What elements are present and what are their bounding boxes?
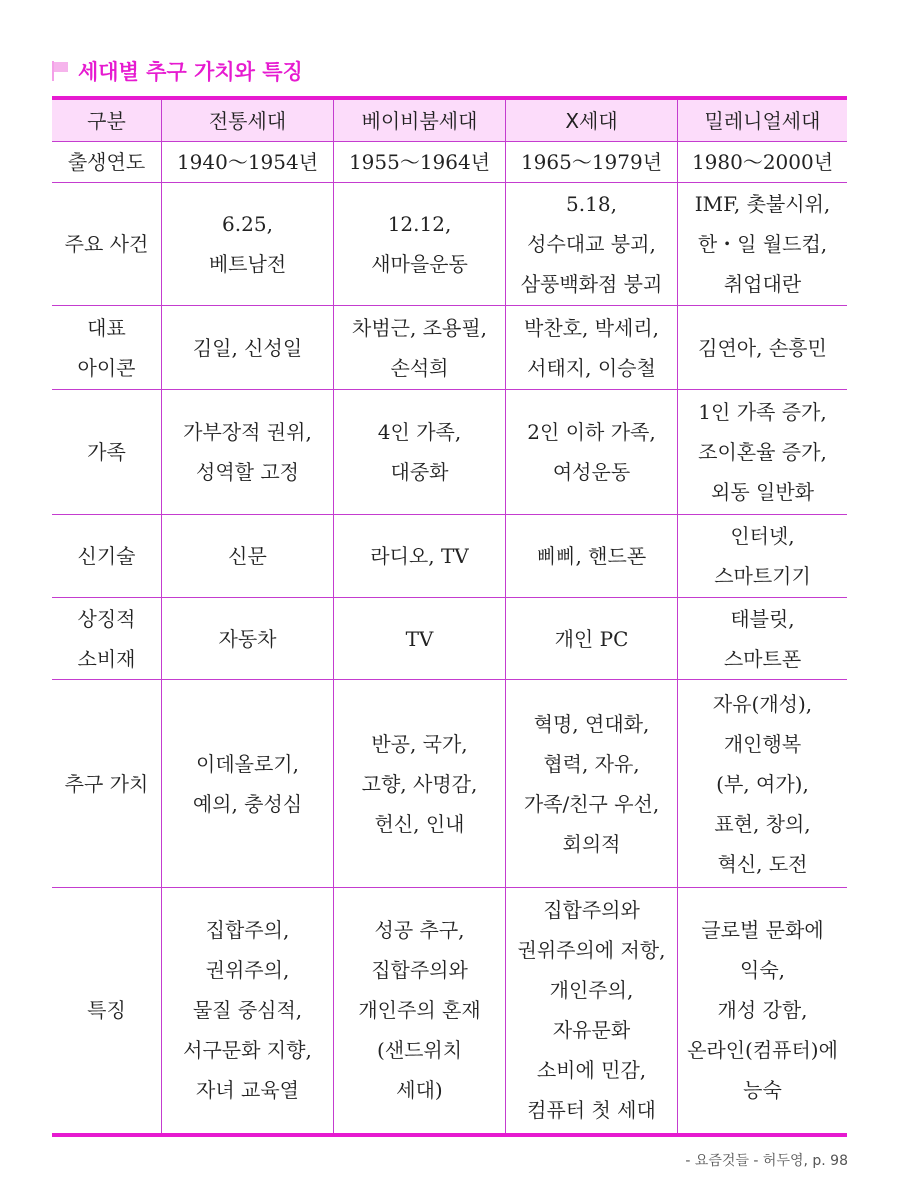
table-cell: 5.18, 성수대교 붕괴, 삼풍백화점 붕괴 xyxy=(506,183,678,306)
generation-table xyxy=(52,96,847,1137)
table-cell: 김연아, 손흥민 xyxy=(678,306,848,390)
row-label: 대표 아이콘 xyxy=(52,306,162,390)
row-label: 신기술 xyxy=(52,515,162,598)
row-label: 출생연도 xyxy=(52,142,162,183)
table-row xyxy=(52,183,847,306)
section-title xyxy=(52,56,303,86)
table-cell: 자동차 xyxy=(162,598,334,680)
table-cell: 인터넷, 스마트기기 xyxy=(678,515,848,598)
header-cell: 구분 xyxy=(52,98,162,142)
row-label: 특징 xyxy=(52,888,162,1135)
header-cell: X세대 xyxy=(506,98,678,142)
table-row xyxy=(52,598,847,680)
table-cell: 삐삐, 핸드폰 xyxy=(506,515,678,598)
table-cell: 4인 가족, 대중화 xyxy=(334,390,506,515)
flag-icon xyxy=(52,61,70,81)
table-cell: TV xyxy=(334,598,506,680)
table-cell: 집합주의, 권위주의, 물질 중심적, 서구문화 지향, 자녀 교육열 xyxy=(162,888,334,1135)
header-cell: 전통세대 xyxy=(162,98,334,142)
source-citation: - 요즘것들 - 허두영, p. 98 xyxy=(685,1153,848,1169)
header-cell: 베이비붐세대 xyxy=(334,98,506,142)
row-label: 상징적 소비재 xyxy=(52,598,162,680)
table-row xyxy=(52,888,847,1135)
table-cell: 1955～1964년 xyxy=(334,142,506,183)
table-cell: 집합주의와 권위주의에 저항, 개인주의, 자유문화 소비에 민감, 컴퓨터 첫 세대 xyxy=(506,888,678,1135)
row-label: 가족 xyxy=(52,390,162,515)
table-row xyxy=(52,142,847,183)
table-row xyxy=(52,680,847,888)
title-text: 세대별 추구 가치와 특징 xyxy=(78,60,303,84)
table-cell: 성공 추구, 집합주의와 개인주의 혼재 (샌드위치 세대) xyxy=(334,888,506,1135)
table-cell: 12.12, 새마을운동 xyxy=(334,183,506,306)
table-cell: 1인 가족 증가, 조이혼율 증가, 외동 일반화 xyxy=(678,390,848,515)
table-cell: 글로벌 문화에 익숙, 개성 강함, 온라인(컴퓨터)에 능숙 xyxy=(678,888,848,1135)
row-label: 추구 가치 xyxy=(52,680,162,888)
table-row xyxy=(52,306,847,390)
table-cell: 개인 PC xyxy=(506,598,678,680)
table-cell: 차범근, 조용필, 손석희 xyxy=(334,306,506,390)
table-cell: 2인 이하 가족, 여성운동 xyxy=(506,390,678,515)
table-cell: 가부장적 권위, 성역할 고정 xyxy=(162,390,334,515)
table-cell: 6.25, 베트남전 xyxy=(162,183,334,306)
table-row xyxy=(52,515,847,598)
header-row xyxy=(52,98,847,142)
table-cell: 태블릿, 스마트폰 xyxy=(678,598,848,680)
table-cell: 이데올로기, 예의, 충성심 xyxy=(162,680,334,888)
table-cell: 1965～1979년 xyxy=(506,142,678,183)
table-cell: 라디오, TV xyxy=(334,515,506,598)
header-cell: 밀레니얼세대 xyxy=(678,98,848,142)
row-label: 주요 사건 xyxy=(52,183,162,306)
table-cell: 반공, 국가, 고향, 사명감, 헌신, 인내 xyxy=(334,680,506,888)
table-cell: IMF, 촛불시위, 한・일 월드컵, 취업대란 xyxy=(678,183,848,306)
table-cell: 자유(개성), 개인행복 (부, 여가), 표현, 창의, 혁신, 도전 xyxy=(678,680,848,888)
table-cell: 혁명, 연대화, 협력, 자유, 가족/친구 우선, 회의적 xyxy=(506,680,678,888)
table-cell: 1940～1954년 xyxy=(162,142,334,183)
table-cell: 김일, 신성일 xyxy=(162,306,334,390)
table-cell: 1980～2000년 xyxy=(678,142,848,183)
table-cell: 신문 xyxy=(162,515,334,598)
table-cell: 박찬호, 박세리, 서태지, 이승철 xyxy=(506,306,678,390)
table-row xyxy=(52,390,847,515)
